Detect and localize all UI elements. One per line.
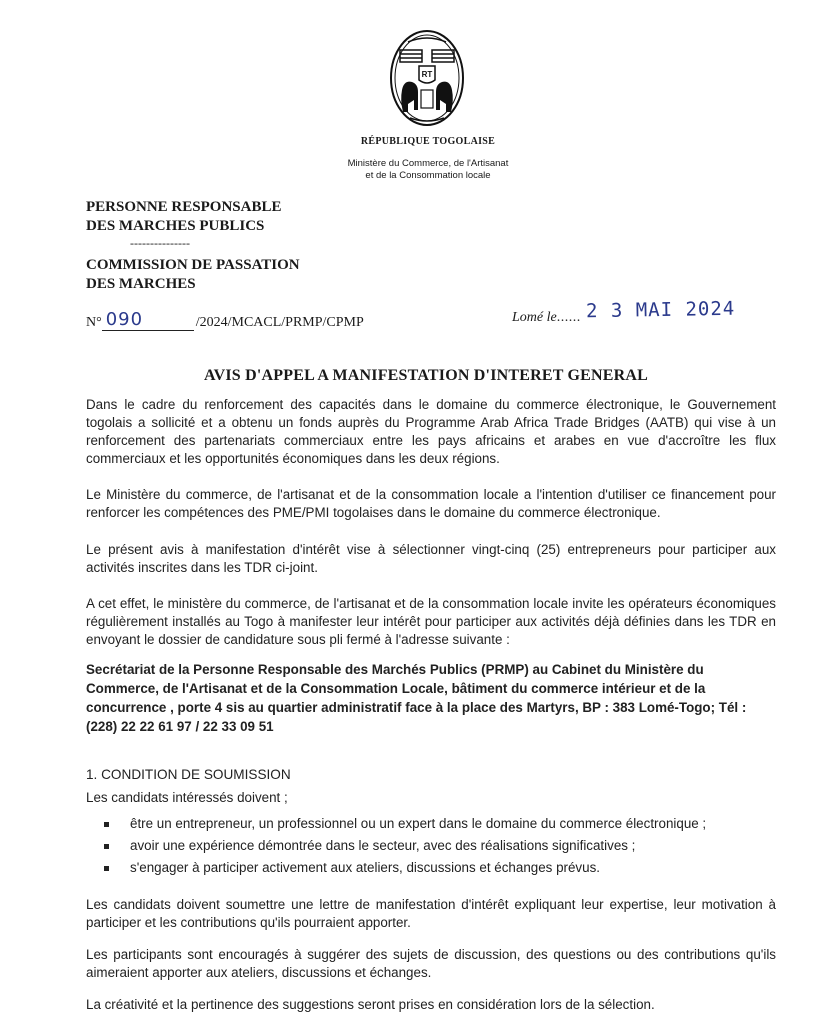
cpm-line-2: DES MARCHES <box>86 276 196 292</box>
cpm-heading <box>86 256 300 294</box>
reference-code: /2024/MCACL/PRMP/CPMP <box>195 315 364 330</box>
list-item-text: avoir une expérience démontrée dans le secteur, avec des réalisations significatives ; <box>130 838 636 853</box>
place-dots: ...... <box>556 310 581 325</box>
paragraph-suggestions: Les participants sont encouragés à suggérer des sujets de discussion, des questions ou des contributions qu'ils aimeraient apporter aux ateliers, discussions et échanges. <box>86 947 776 980</box>
date-stamp: 2 3 MAI 2024 <box>585 297 736 323</box>
reference-number-field <box>102 309 194 331</box>
ministry-line-2: et de la Consommation locale <box>365 170 491 181</box>
list-item <box>104 860 706 882</box>
paragraph-letter-requirement: Les candidats doivent soumettre une lettre de manifestation d'intérêt expliquant leur expertise, leur motivation à participer et les contributions qu'ils pourraient apporter. <box>86 897 776 930</box>
section-heading-conditions: 1. CONDITION DE SOUMISSION <box>86 767 291 782</box>
place-label: Lomé le <box>512 310 557 325</box>
coat-of-arms-emblem <box>388 28 466 128</box>
list-item <box>104 816 706 838</box>
paragraph-purpose: Le présent avis à manifestation d'intérêt vise à sélectionner vingt-cinq (25) entrepreneurs pour participer aux activités inscrites dans les TDR ci-joint. <box>86 542 776 575</box>
bullet-square-icon <box>104 866 109 871</box>
paragraph-invitation: A cet effet, le ministère du commerce, de l'artisanat et de la consommation locale invite les opérateurs économiques régulièrement installés au Togo à manifester leur intérêt pour participer aux activités déjà définies dans les TDR en envoyant le dossier de candidature sous pli fermé à l'adresse suivante : <box>86 596 776 647</box>
list-item <box>104 838 706 860</box>
list-item-text: s'engager à participer activement aux ateliers, discussions et échanges prévus. <box>130 860 600 875</box>
emblem-initials: RT <box>421 70 433 79</box>
paragraph-ministry-intent: Le Ministère du commerce, de l'artisanat et de la consommation locale a l'intention d'utiliser ce financement pour renforcer les compétences des PME/PMI togolaises dans le domaine du commerce électronique. <box>86 487 776 520</box>
bullet-square-icon <box>104 844 109 849</box>
country-name: RÉPUBLIQUE TOGOLAISE <box>360 136 496 147</box>
separator-dashes: --------------- <box>130 236 190 250</box>
cpm-line-1: COMMISSION DE PASSATION <box>86 257 300 273</box>
place-date-label <box>512 310 581 326</box>
submission-address: Secrétariat de la Personne Responsable des Marchés Publics (PRMP) au Cabinet du Ministère du Commerce, de l'Artisanat et de la Consommation Locale, bâtiment du commerce intérieur et de la concurrence , porte 4 sis au quartier administratif face à la place des Martyrs, BP : 383 Lomé-Togo; Tél : (228) 22 22 61 97 / 22 33 09 51 <box>86 662 747 734</box>
prmp-heading <box>86 198 281 236</box>
prmp-line-2: DES MARCHES PUBLICS <box>86 218 265 234</box>
document-title: AVIS D'APPEL A MANIFESTATION D'INTERET GENERAL <box>203 367 649 384</box>
reference-number-handwritten: 090 <box>105 309 144 330</box>
ministry-name <box>300 158 556 182</box>
conditions-list <box>104 816 706 882</box>
ministry-line-1: Ministère du Commerce, de l'Artisanat <box>347 158 509 169</box>
bullet-square-icon <box>104 822 109 827</box>
reference-prefix: N° <box>86 315 102 330</box>
prmp-line-1: PERSONNE RESPONSABLE <box>86 199 282 215</box>
paragraph-selection-criteria: La créativité et la pertinence des suggestions seront prises en considération lors de la sélection. <box>86 997 655 1012</box>
section-intro: Les candidats intéressés doivent ; <box>86 790 288 805</box>
list-item-text: être un entrepreneur, un professionnel ou un expert dans le domaine du commerce électronique ; <box>130 816 707 831</box>
paragraph-context: Dans le cadre du renforcement des capacités dans le domaine du commerce électronique, le Gouvernement togolais a sollicité et a obtenu un fonds auprès du Programme Arab Africa Trade Bridges (AATB) qui vise à un renforcement des partenariats commerciaux entre les pays africains et arabes en vue d'accroître les flux commerciaux et les opportunités économiques dans les deux régions. <box>86 397 776 466</box>
reference-line <box>86 309 364 331</box>
